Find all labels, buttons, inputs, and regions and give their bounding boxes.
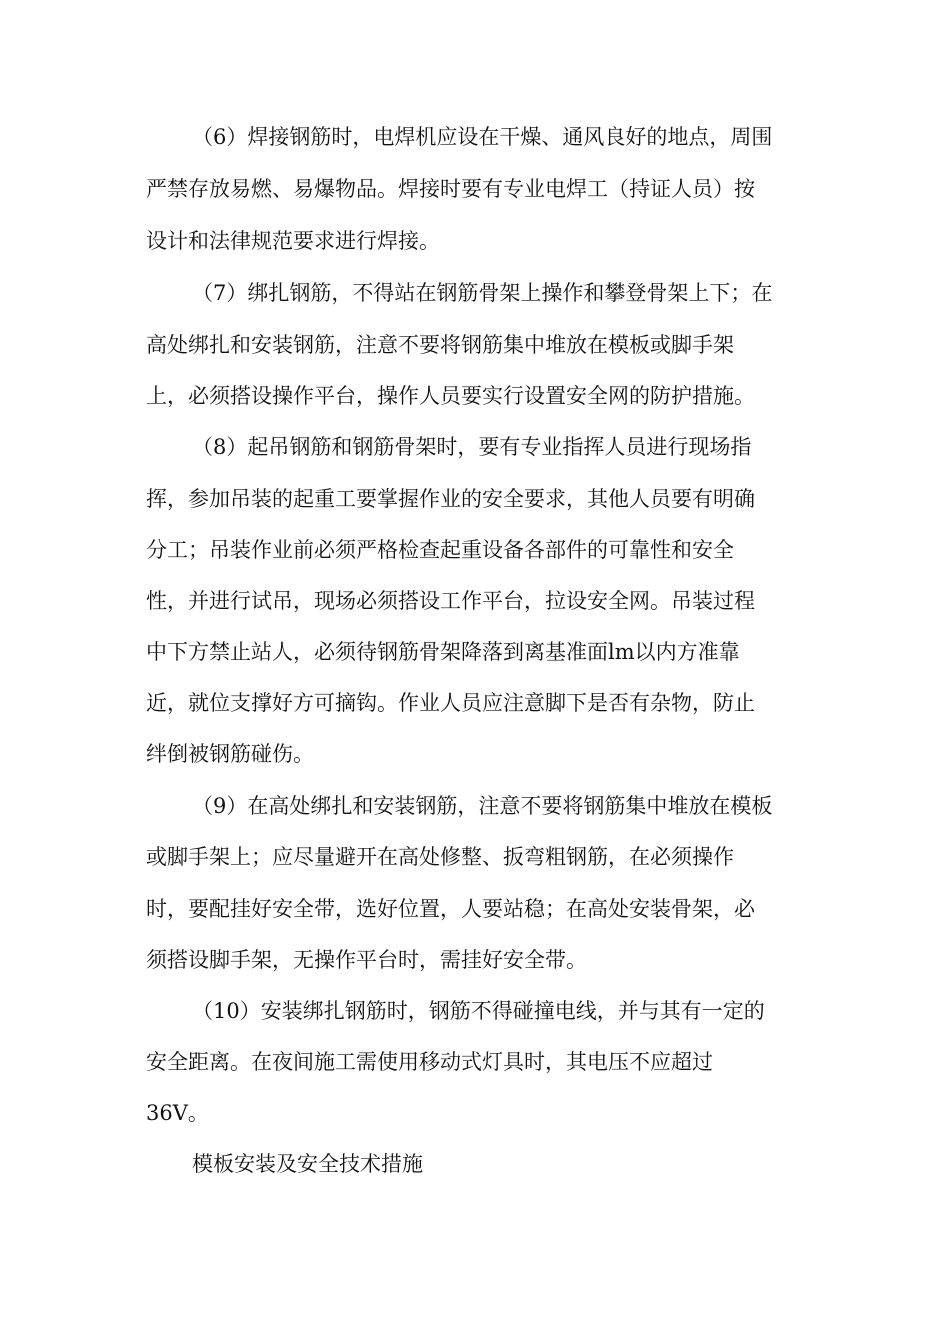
paragraph-8-line-4: 性，并进行试吊，现场必须搭设工作平台，拉设安全网。吊装过程	[146, 589, 755, 613]
paragraph-8-line-2: 挥，参加吊装的起重工要掌握作业的安全要求，其他人员要有明确	[146, 487, 755, 511]
paragraph-7-line-2: 高处绑扎和安装钢筋，注意不要将钢筋集中堆放在模板或脚手架	[146, 333, 734, 357]
paragraph-7-line-3: 上，必须搭设操作平台，操作人员要实行设置安全网的防护措施。	[146, 384, 755, 408]
paragraph-8-line-1: （8）起吊钢筋和钢筋骨架时，要有专业指挥人员进行现场指	[192, 435, 752, 459]
paragraph-8-line-3: 分工；吊装作业前必须严格检查起重设备各部件的可靠性和安全	[146, 538, 734, 562]
paragraph-6-line-2: 严禁存放易燃、易爆物品。焊接时要有专业电焊工（持证人员）按	[146, 177, 755, 201]
paragraph-10-line-3: 36V。	[146, 1101, 209, 1125]
paragraph-9-line-1: （9）在高处绑扎和安装钢筋，注意不要将钢筋集中堆放在模板	[192, 794, 773, 818]
paragraph-9-line-2: 或脚手架上；应尽量避开在高处修整、扳弯粗钢筋，在必须操作	[146, 845, 734, 869]
paragraph-6-line-3: 设计和法律规范要求进行焊接。	[146, 229, 440, 253]
paragraph-10-line-1: （10）安装绑扎钢筋时，钢筋不得碰撞电线，并与其有一定的	[192, 999, 765, 1023]
paragraph-9-line-3: 时，要配挂好安全带，选好位置，人要站稳；在高处安装骨架，必	[146, 897, 755, 921]
paragraph-10-line-2: 安全距离。在夜间施工需使用移动式灯具时，其电压不应超过	[146, 1050, 713, 1074]
paragraph-7-line-1: （7）绑扎钢筋，不得站在钢筋骨架上操作和攀登骨架上下；在	[192, 281, 773, 305]
paragraph-9-line-4: 须搭设脚手架，无操作平台时，需挂好安全带。	[146, 948, 587, 972]
paragraph-8-line-7: 绊倒被钢筋碰伤。	[146, 742, 314, 766]
paragraph-6-line-1: （6）焊接钢筋时，电焊机应设在干燥、通风良好的地点，周围	[192, 125, 773, 149]
section-heading: 模板安装及安全技术措施	[192, 1152, 423, 1176]
paragraph-8-line-5: 中下方禁止站人，必须待钢筋骨架降落到离基准面lm以内方准靠	[146, 640, 740, 664]
paragraph-8-line-6: 近，就位支撑好方可摘钩。作业人员应注意脚下是否有杂物，防止	[146, 691, 755, 715]
